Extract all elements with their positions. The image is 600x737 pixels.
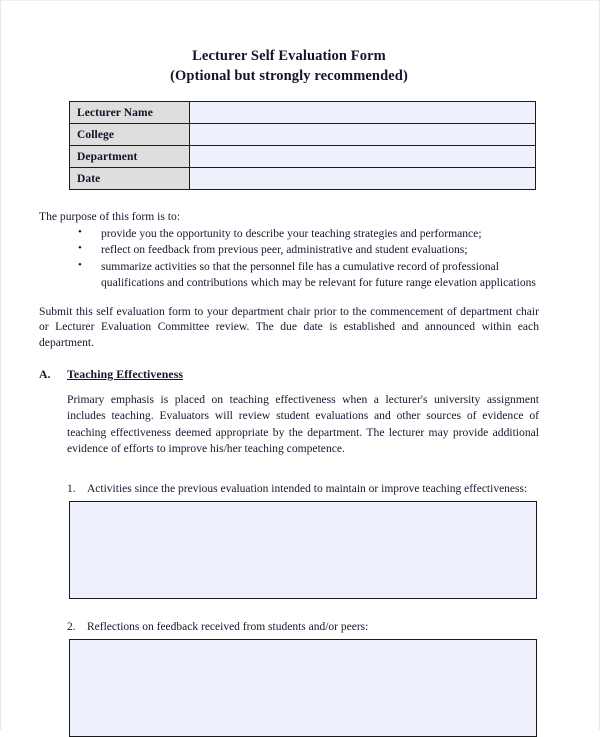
lecturer-name-field[interactable] [190, 102, 536, 124]
question-2-number: 2. [67, 621, 76, 634]
form-title-line-1: Lecturer Self Evaluation Form [192, 48, 386, 64]
question-1-answer-box[interactable] [69, 501, 537, 599]
question-2-answer-box[interactable] [69, 639, 537, 737]
list-item: • reflect on feedback from previous peer, administrative and student evaluations; [78, 242, 539, 258]
question-1-block [67, 483, 539, 599]
date-label: Date [70, 168, 190, 190]
purpose-bullet-list [39, 226, 539, 291]
purpose-lead-text: The purpose of this form is to: [39, 210, 181, 224]
table-row [70, 168, 536, 190]
lecturer-info-table-wrapper [69, 101, 536, 190]
table-row [70, 102, 536, 124]
section-a-title: Teaching Effectiveness [67, 366, 184, 381]
section-a-body-text: Primary emphasis is placed on teaching effectiveness when a lecturer's university assignment includes teaching. Evaluators will review student evaluations and other sources of evidence of teaching effectiveness deemed appropriate by the department. The lecturer may provide additional evidence of efforts to improve his/her teaching competence. [67, 392, 539, 455]
college-field[interactable] [190, 124, 536, 146]
question-2-line [67, 621, 539, 633]
section-a-letter: A. [39, 366, 51, 381]
date-field[interactable] [190, 168, 536, 190]
table-row [70, 146, 536, 168]
section-a-heading [39, 367, 539, 382]
list-item: • summarize activities so that the personnel file has a cumulative record of professional qualifications and contributions which may be relevant for future range elevation applications [78, 259, 539, 291]
question-1-text: Activities since the previous evaluation intended to maintain or improve teaching effectiveness: [87, 483, 528, 496]
lecturer-name-label: Lecturer Name [70, 102, 190, 124]
question-1-number: 1. [67, 483, 76, 496]
lecturer-info-table [69, 101, 536, 190]
department-label: Department [70, 146, 190, 168]
form-title-line-2: (Optional but strongly recommended) [170, 67, 408, 84]
question-2-block [67, 621, 539, 737]
college-label: College [70, 124, 190, 146]
form-title-block [39, 1, 539, 86]
submission-instructions: Submit this self evaluation form to your department chair prior to the commencement of department chair or Lecturer Evaluation Committee review. The due date is established and announced within each department. [39, 304, 539, 349]
question-1-line [67, 483, 539, 495]
department-field[interactable] [190, 146, 536, 168]
table-row [70, 124, 536, 146]
page-content [39, 1, 539, 737]
list-item: • provide you the opportunity to describe your teaching strategies and performance; [78, 226, 539, 242]
question-2-text: Reflections on feedback received from students and/or peers: [87, 621, 369, 634]
